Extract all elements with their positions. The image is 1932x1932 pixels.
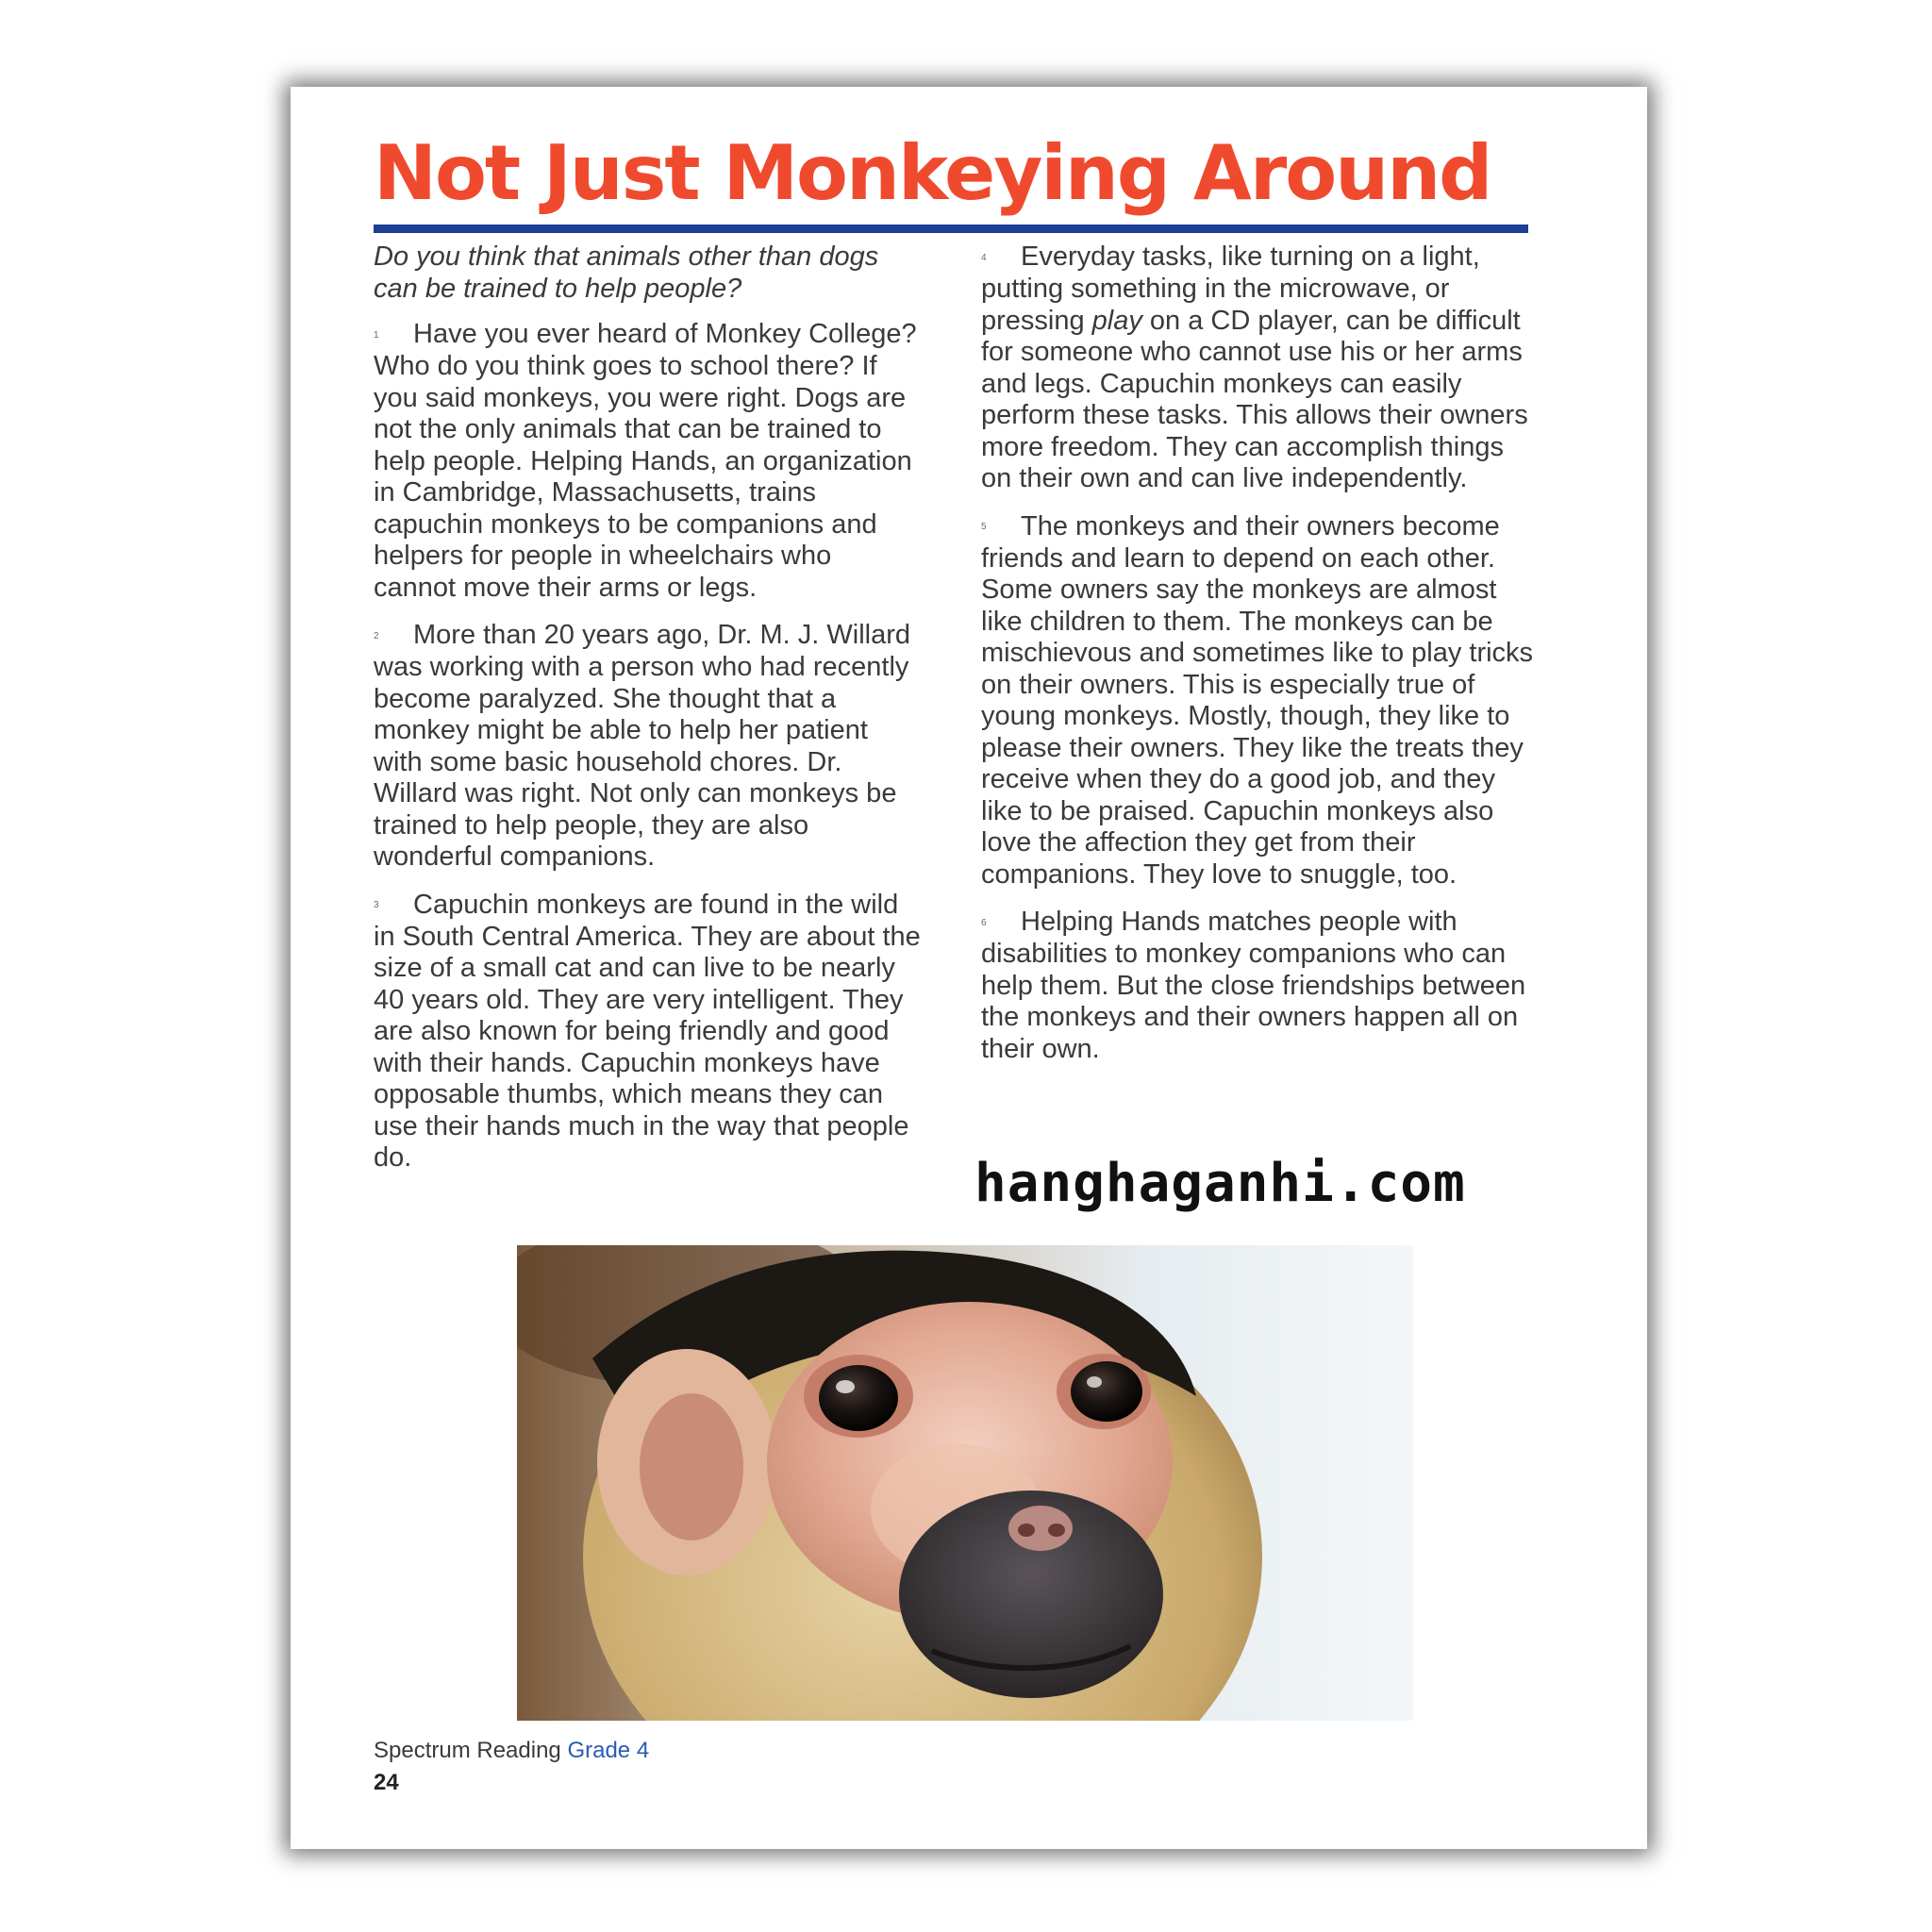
worksheet-page bbox=[291, 87, 1647, 1849]
paragraph-text: Everyday tasks, like turning on a light, putting something in the microwave, or pressing bbox=[981, 242, 1480, 336]
paragraph-3 bbox=[374, 890, 921, 1174]
series-name: Spectrum Reading bbox=[374, 1738, 561, 1763]
paragraph-number: 6 bbox=[981, 917, 987, 928]
paragraph-text: More than 20 years ago, Dr. M. J. Willard was working with a person who had recently become paralyzed. She thought that a monkey might be able to help her patient with some basic household chores. Dr. Willard was right. Not only can monkeys be trained to help people, they are also wonderful companions. bbox=[374, 620, 911, 873]
paragraph-1 bbox=[374, 319, 921, 604]
monkey-illustration bbox=[517, 1245, 1413, 1721]
paragraph-text: The monkeys and their owners become friends and learn to depend on each other. Some owners say the monkeys are almost like children to them. The monkeys can be mischievous and sometimes like to play tricks on their owners. This is especially true of young monkeys. Mostly, though, they like to please their owners. They like the treats they receive when they do a good job, and they like to be praised. Capuchin monkeys also love the affection they get from their companions. They love to snuggle, too. bbox=[981, 510, 1534, 890]
paragraph-6 bbox=[981, 907, 1538, 1065]
paragraph-text: Have you ever heard of Monkey College? Who do you think goes to school there? If you said monkeys, you were right. Dogs are not the only animals that can be trained to help people. Helping Hands, an organization in Cambridge, Massachusetts, trains capuchin monkeys to be companions and helpers for people in wheelchairs who cannot move their arms or legs. bbox=[374, 319, 917, 603]
paragraph-text: Capuchin monkeys are found in the wild in South Central America. They are about the size of a small cat and can live to be nearly 40 years old. They are very intelligent. They are also known for being friendly and good with their hands. Capuchin monkeys have opposable thumbs, which means they can use their hands much in the way that people do. bbox=[374, 889, 921, 1174]
paragraph-number: 5 bbox=[981, 522, 987, 533]
paragraph-text: Helping Hands matches people with disabilities to monkey companions who can help them. But the close friendships between the monkeys and their owners happen all on their own. bbox=[981, 907, 1526, 1064]
paragraph-5 bbox=[981, 511, 1538, 891]
paragraph-emphasis: play bbox=[1091, 305, 1142, 336]
monkey-photo bbox=[517, 1245, 1413, 1721]
paragraph-number: 1 bbox=[374, 329, 379, 341]
watermark-text: hanghaganhi.com bbox=[974, 1153, 1466, 1214]
paragraph-text-continued: on a CD player, can be difficult for someone who cannot use his or her arms and legs. Capuchin monkeys can easily perform these tasks. This allows their owners more freedom. They can accomplish things on their own and can live independently. bbox=[981, 305, 1528, 494]
page-number: 24 bbox=[374, 1770, 399, 1795]
footer-series bbox=[374, 1738, 649, 1764]
paragraph-2 bbox=[374, 620, 921, 874]
paragraph-number: 4 bbox=[981, 252, 987, 263]
intro-question: Do you think that animals other than dogs can be trained to help people? bbox=[374, 242, 879, 304]
right-column bbox=[981, 242, 1538, 1081]
page-title: Not Just Monkeying Around bbox=[374, 129, 1491, 217]
left-column bbox=[374, 242, 921, 1191]
paragraph-number: 3 bbox=[374, 900, 379, 911]
grade-label: Grade 4 bbox=[567, 1738, 650, 1763]
paragraph-number: 2 bbox=[374, 630, 379, 641]
paragraph-4 bbox=[981, 242, 1538, 495]
title-underline bbox=[374, 225, 1528, 233]
